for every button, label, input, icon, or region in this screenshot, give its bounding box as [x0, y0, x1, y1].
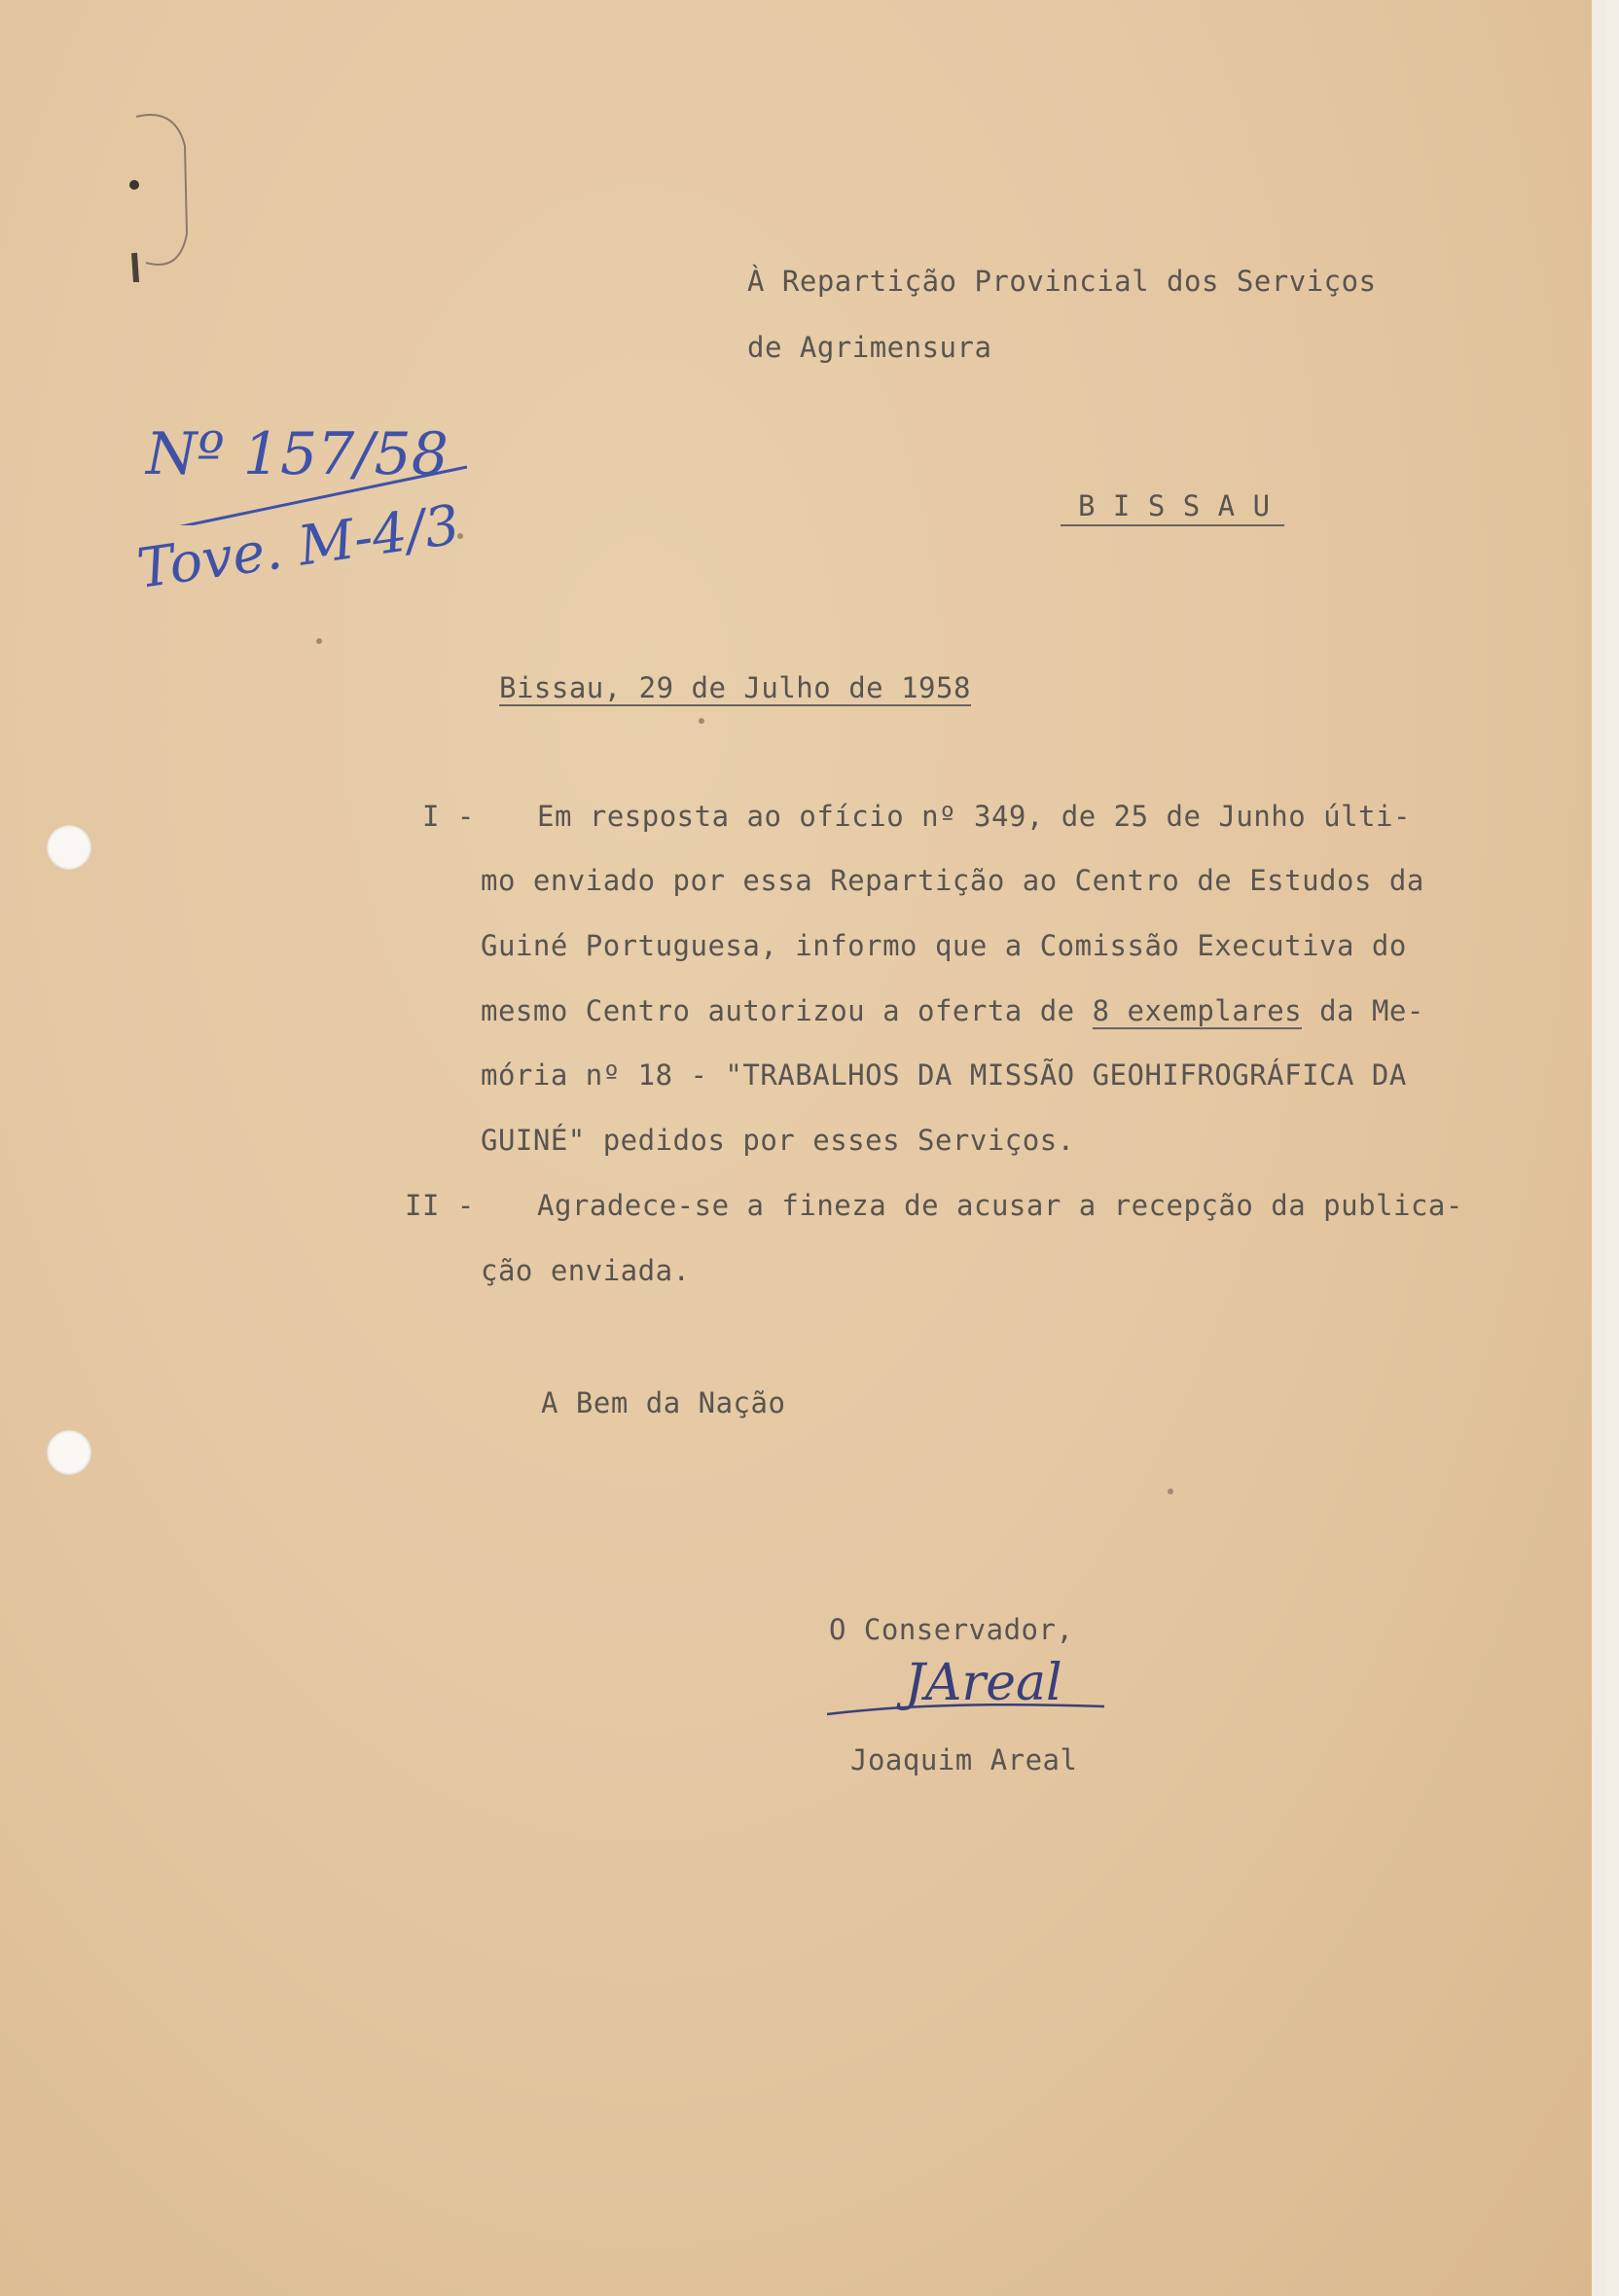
paragraph-1-line: Guiné Portuguesa, informo que a Comissão Executiva do: [481, 929, 1407, 962]
punch-hole-top: [47, 825, 91, 870]
paragraph-2-line: Agradece-se a fineza de acusar a recepção da publica-: [537, 1189, 1463, 1222]
paragraph-1-line: [481, 994, 1424, 1027]
paragraph-1-label: I -: [422, 800, 475, 833]
paragraph-1-line: GUINÉ" pedidos por esses Serviços.: [481, 1124, 1075, 1157]
paragraph-1-line: Em resposta ao ofício nº 349, de 25 de Junho últi-: [537, 800, 1411, 833]
handwritten-reference: Tove. M-4/3: [133, 493, 464, 601]
handwritten-number: Nº 157/58: [146, 420, 449, 488]
paper-edge: [1592, 0, 1605, 2296]
line-text: mesmo Centro autorizou a oferta de: [481, 994, 1093, 1027]
recipient-line-2: de Agrimensura: [747, 331, 992, 364]
speck: [1168, 1489, 1173, 1494]
paragraph-1-line: mo enviado por essa Repartição ao Centro de Estudos da: [481, 864, 1424, 897]
speck: [699, 718, 704, 724]
signatory-name: Joaquim Areal: [850, 1743, 1078, 1776]
handwritten-signature: JAreal: [905, 1654, 1062, 1712]
recipient-city: B I S S A U: [1061, 489, 1284, 526]
signature-stroke: [822, 1693, 1114, 1732]
paragraph-1-line: mória nº 18 - "TRABALHOS DA MISSÃO GEOHIFROGRÁFICA DA: [481, 1058, 1407, 1092]
paragraph-2-line: ção enviada.: [481, 1254, 691, 1287]
speck: [316, 638, 322, 644]
closing-salutation: A Bem da Nação: [541, 1386, 786, 1419]
paragraph-2-label: II -: [405, 1189, 475, 1222]
staple-mark-icon: [117, 107, 195, 282]
signature-title: O Conservador,: [829, 1613, 1074, 1646]
recipient-line-1: À Repartição Provincial dos Serviços: [747, 265, 1377, 298]
line-text: da Me-: [1302, 994, 1424, 1027]
punch-hole-bottom: [47, 1430, 91, 1475]
date-line: Bissau, 29 de Julho de 1958: [499, 671, 971, 704]
underlined-quantity: 8 exemplares: [1092, 994, 1303, 1027]
